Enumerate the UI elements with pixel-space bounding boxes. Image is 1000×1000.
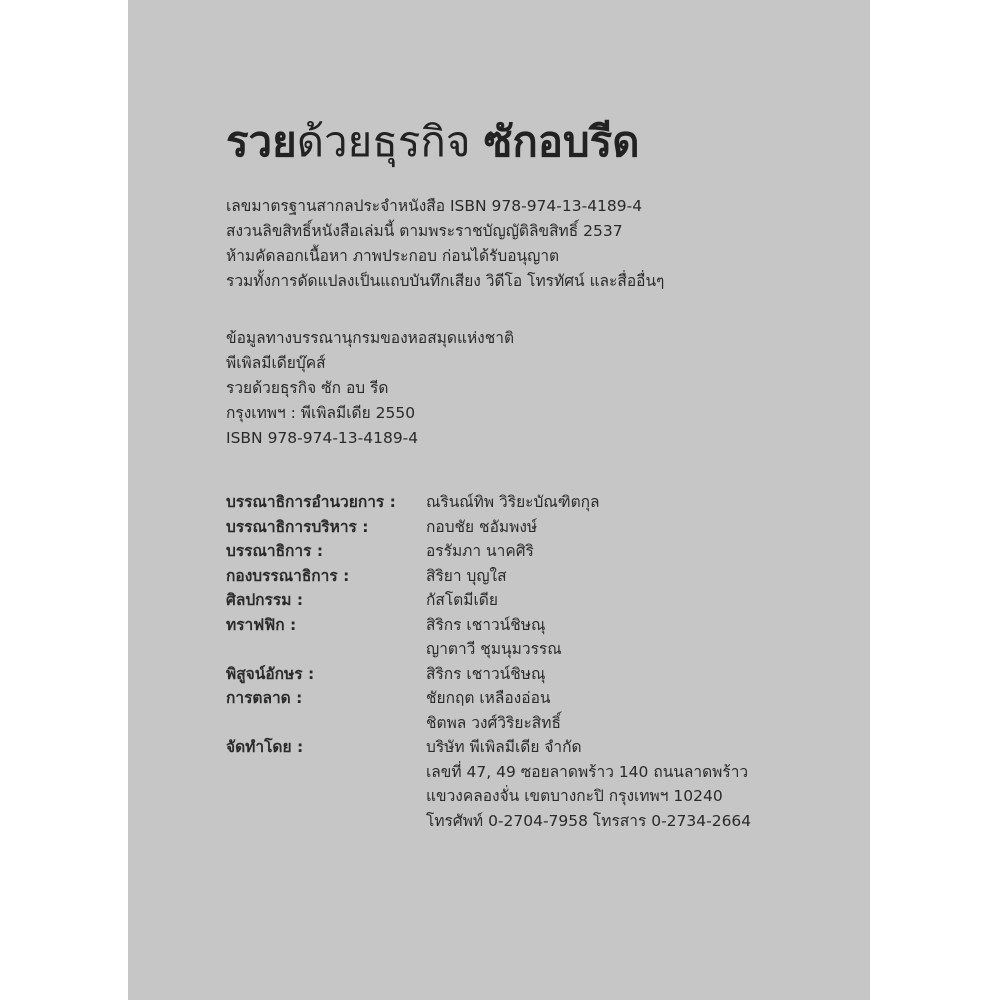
credit-value: ณรินณ์ทิพ วิริยะบัณฑิตกุล: [426, 493, 600, 511]
copyright-line: สงวนลิขสิทธิ์หนังสือเล่มนี้ ตามพระราชบัญญัติลิขสิทธิ์ 2537: [226, 222, 623, 240]
credit-label: บรรณาธิการบริหาร :: [226, 517, 369, 536]
credit-row: [226, 613, 866, 662]
credit-label: กองบรรณาธิการ :: [226, 566, 350, 585]
credit-values: [426, 735, 751, 833]
credit-value: เลขที่ 47, 49 ซอยลาดพร้าว 140 ถนนลาดพร้าว: [426, 762, 749, 781]
credit-row: [226, 686, 866, 735]
credits-list: [226, 490, 866, 833]
credit-values: [426, 662, 545, 687]
credit-label: บรรณาธิการ :: [226, 542, 324, 560]
credit-values: [426, 686, 561, 735]
page-title: [226, 112, 639, 172]
credit-values: [426, 588, 498, 613]
title-bold-part-1: รวย: [226, 117, 297, 166]
credit-row: [226, 490, 866, 515]
credit-value: สิริกร เชาวน์ชิษณุ: [426, 664, 546, 683]
credit-values: [426, 564, 507, 589]
credit-value: กอบชัย ชอัมพงษ์: [426, 517, 538, 536]
title-bold-part-2: ซักอบรีด: [483, 117, 640, 166]
credit-label: การตลาด :: [226, 689, 303, 707]
credit-value: อรรัมภา นาคศิริ: [426, 542, 534, 560]
copyright-line: เลขมาตรฐานสากลประจำหนังสือ ISBN 978-974-13-4189-4: [226, 197, 643, 215]
credit-row: [226, 662, 866, 687]
copyright-line: รวมทั้งการดัดแปลงเป็นแถบบันทึกเสียง วิดีโอ โทรทัศน์ และสื่ออื่นๆ: [226, 272, 665, 290]
cataloging-data: [226, 326, 514, 451]
cip-line: ISBN 978-974-13-4189-4: [226, 429, 419, 447]
credit-row: [226, 539, 866, 564]
cip-line: รวยด้วยธุรกิจ ซัก อบ รีด: [226, 379, 389, 397]
credit-values: [426, 490, 600, 515]
credit-row: [226, 735, 866, 833]
credit-value: ชิตพล วงศ์วิริยะสิทธิ์: [426, 713, 561, 732]
cip-line: ข้อมูลทางบรรณานุกรมของหอสมุดแห่งชาติ: [226, 329, 515, 347]
credit-label: ศิลปกรรม :: [226, 591, 304, 609]
credit-row: [226, 515, 866, 540]
title-normal-part: ด้วยธุรกิจ: [296, 117, 484, 166]
credit-value: โทรศัพท์ 0-2704-7958 โทรสาร 0-2734-2664: [426, 811, 752, 830]
copyright-notice: [226, 194, 664, 294]
credit-value: ชัยกฤต เหลืองอ่อน: [426, 689, 551, 707]
credit-label: บรรณาธิการอำนวยการ :: [226, 493, 396, 511]
credit-value: ญาตาวี ชุมนุมวรรณ: [426, 640, 562, 658]
credit-value: กัสโตมีเดีย: [426, 591, 498, 609]
credit-row: [226, 588, 866, 613]
credit-label: ทราฟฟิก :: [226, 615, 297, 634]
credit-values: [426, 515, 537, 540]
credit-value: สิริกร เชาวน์ชิษณุ: [426, 615, 546, 634]
copyright-line: ห้ามคัดลอกเนื้อหา ภาพประกอบ ก่อนได้รับอนุญาต: [226, 247, 560, 265]
book-page: [128, 0, 870, 1000]
credit-value: แขวงคลองจั่น เขตบางกะปิ กรุงเทพฯ 10240: [426, 787, 723, 805]
credit-value: สิริยา บุญใส: [426, 566, 507, 585]
cip-line: กรุงเทพฯ : พีเพิลมีเดีย 2550: [226, 404, 416, 422]
credit-values: [426, 539, 534, 564]
credit-row: [226, 564, 866, 589]
credit-value: บริษัท พีเพิลมีเดีย จำกัด: [426, 738, 582, 756]
credit-label: จัดทำโดย :: [226, 738, 304, 756]
cip-line: พีเพิลมีเดียบุ๊คส์: [226, 354, 326, 372]
credit-label: พิสูจน์อักษร :: [226, 664, 315, 683]
credit-values: [426, 613, 562, 662]
